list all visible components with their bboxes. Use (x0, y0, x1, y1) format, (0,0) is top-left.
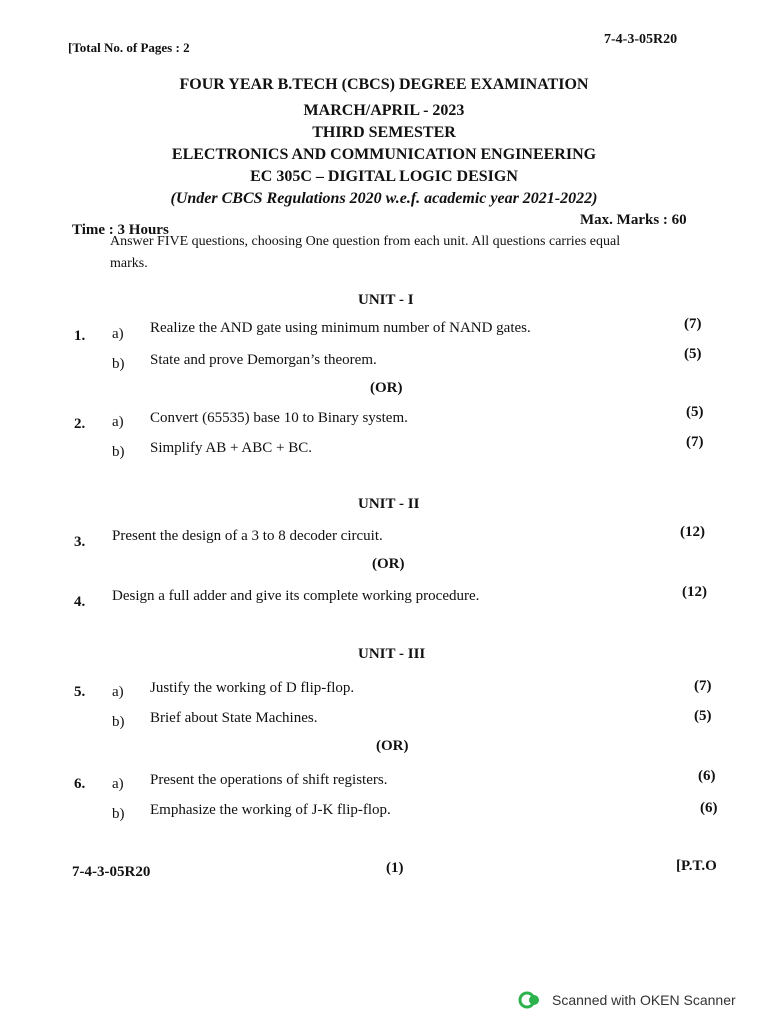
q2a-text: Convert (65535) base 10 to Binary system. (150, 410, 408, 426)
q2b-marks: (7) (686, 434, 704, 450)
q4-marks: (12) (682, 584, 707, 600)
pto-note: [P.T.O (676, 858, 717, 874)
or-1: (OR) (370, 380, 403, 396)
scanner-watermark (518, 990, 736, 1010)
total-pages: [Total No. of Pages : 2 (68, 40, 190, 55)
oken-scanner-icon (518, 990, 542, 1010)
unit-2-heading: UNIT - II (358, 496, 420, 512)
q3-number: 3. (74, 534, 86, 550)
branch: ELECTRONICS AND COMMUNICATION ENGINEERING (171, 146, 597, 163)
paper-code-bottom: 7-4-3-05R20 (72, 864, 151, 880)
or-3: (OR) (376, 738, 409, 754)
q1-number: 1. (74, 328, 86, 344)
q5a-text: Justify the working of D flip-flop. (150, 680, 355, 696)
q5b-marks: (5) (694, 708, 712, 724)
semester: THIRD SEMESTER (312, 124, 456, 141)
q5b-label: b) (112, 714, 125, 730)
q1a-text: Realize the AND gate using minimum number of NAND gates. (150, 320, 531, 336)
unit-1-heading: UNIT - I (358, 292, 414, 308)
q6b-label: b) (112, 806, 125, 822)
q1b-label: b) (112, 356, 125, 372)
instructions: Answer FIVE questions, choosing One question from each unit. All questions carries equal (110, 234, 621, 249)
q2-number: 2. (74, 416, 86, 432)
time-duration: Time : 3 Hours (72, 222, 169, 238)
q2b-text: Simplify AB + ABC + BC. (150, 440, 312, 456)
exam-title: FOUR YEAR B.TECH (CBCS) DEGREE EXAMINATION (179, 76, 589, 93)
q5b-text: Brief about State Machines. (150, 710, 318, 726)
exam-session: MARCH/APRIL - 2023 (303, 102, 465, 119)
q4-text: Design a full adder and give its complete working procedure. (112, 588, 480, 604)
q2a-label: a) (112, 414, 124, 430)
q6b-text: Emphasize the working of J-K flip-flop. (150, 802, 391, 818)
q1b-text: State and prove Demorgan’s theorem. (150, 352, 377, 368)
max-marks: Max. Marks : 60 (580, 212, 687, 228)
or-2: (OR) (372, 556, 405, 572)
q4-number: 4. (74, 594, 86, 610)
q5a-marks: (7) (694, 678, 712, 694)
scanner-text: Scanned with OKEN Scanner (552, 992, 736, 1008)
q6a-label: a) (112, 776, 124, 792)
q1a-marks: (7) (684, 316, 702, 332)
q3-marks: (12) (680, 524, 705, 540)
course: EC 305C – DIGITAL LOGIC DESIGN (250, 168, 518, 185)
q6b-marks: (6) (700, 800, 718, 816)
page-number: (1) (386, 860, 404, 876)
paper-code-top: 7-4-3-05R20 (604, 32, 678, 47)
q5-number: 5. (74, 684, 86, 700)
q1b-marks: (5) (684, 346, 702, 362)
q6a-marks: (6) (698, 768, 716, 784)
regulations: (Under CBCS Regulations 2020 w.e.f. academic year 2021-2022) (170, 190, 598, 207)
q6-number: 6. (74, 776, 86, 792)
q3-text: Present the design of a 3 to 8 decoder circuit. (112, 528, 383, 544)
q2b-label: b) (112, 444, 125, 460)
q5a-label: a) (112, 684, 124, 700)
instructions-cont: marks. (110, 256, 148, 271)
q6a-text: Present the operations of shift registers. (150, 772, 388, 788)
unit-3-heading: UNIT - III (358, 646, 426, 662)
q1a-label: a) (112, 326, 124, 342)
q2a-marks: (5) (686, 404, 704, 420)
